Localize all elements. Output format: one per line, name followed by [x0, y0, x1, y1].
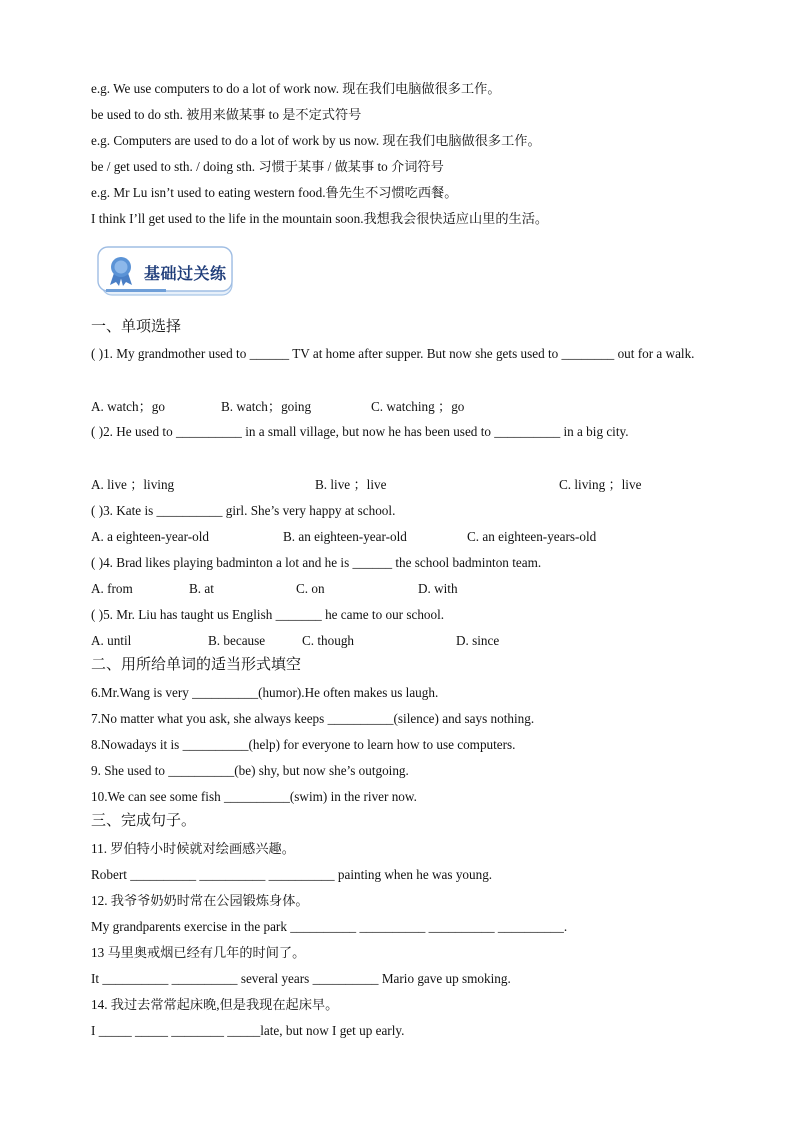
option-c: C. on	[296, 581, 325, 596]
option-b: B. an eighteen-year-old	[283, 529, 407, 544]
fill-item: 6.Mr.Wang is very __________(humor).He often makes us laugh.	[91, 685, 439, 700]
option-a: A. a eighteen-year-old	[91, 529, 209, 544]
option-b: B. at	[189, 581, 214, 596]
sentence-prompt: 12. 我爷爷奶奶时常在公园锻炼身体。	[91, 893, 309, 908]
section-heading: 一、单项选择	[91, 319, 182, 335]
question-stem: ( )1. My grandmother used to ______ TV at home after supper. But now she gets used to ________ out for a walk.	[91, 346, 695, 361]
section-heading: 三、完成句子。	[91, 813, 197, 829]
question-stem: ( )5. Mr. Liu has taught us English _______ he came to our school.	[91, 607, 445, 622]
sentence-answer: Robert __________ __________ __________ painting when he was young.	[91, 867, 493, 882]
fill-item: 7.No matter what you ask, she always keeps __________(silence) and says nothing.	[91, 711, 535, 726]
sentence-prompt: 14. 我过去常常起床晚,但是我现在起床早。	[91, 997, 339, 1012]
option-b: B. because	[208, 633, 266, 648]
option-d: D. with	[418, 581, 458, 596]
note-line: e.g. Mr Lu isn’t used to eating western food.鲁先生不习惯吃西餐。	[91, 185, 458, 200]
question-stem: ( )4. Brad likes playing badminton a lot and he is ______ the school badminton team.	[91, 555, 542, 570]
note-line: e.g. Computers are used to do a lot of work by us now. 现在我们电脑做很多工作。	[91, 133, 541, 148]
section-heading: 二、用所给单词的适当形式填空	[91, 657, 302, 673]
fill-item: 10.We can see some fish __________(swim) in the river now.	[91, 789, 417, 804]
option-a: A. until	[91, 633, 132, 648]
question-stem: ( )2. He used to __________ in a small village, but now he has been used to __________ in a big city.	[91, 424, 629, 439]
sentence-answer: It __________ __________ several years __________ Mario gave up smoking.	[91, 971, 511, 986]
sentence-answer: I _____ _____ ________ _____late, but now I get up early.	[91, 1023, 405, 1038]
option-a: A. watch；go	[91, 399, 165, 414]
fill-item: 9. She used to __________(be) shy, but now she’s outgoing.	[91, 763, 409, 778]
section-badge	[96, 245, 236, 299]
option-b: B. watch；going	[221, 399, 312, 414]
badge-title: 基础过关练	[144, 264, 227, 283]
option-c: C. watching ；go	[371, 399, 465, 414]
note-line: e.g. We use computers to do a lot of work now. 现在我们电脑做很多工作。	[91, 81, 501, 96]
option-a: A. from	[91, 581, 133, 596]
option-d: D. since	[456, 633, 500, 648]
question-stem: ( )3. Kate is __________ girl. She’s very happy at school.	[91, 503, 396, 518]
note-line: I think I’ll get used to the life in the mountain soon.我想我会很快适应山里的生活。	[91, 211, 549, 226]
option-c: C. an eighteen-years-old	[467, 529, 597, 544]
sentence-prompt: 13 马里奥戒烟已经有几年的时间了。	[91, 945, 306, 960]
option-c: C. though	[302, 633, 355, 648]
note-line: be / get used to sth. / doing sth. 习惯于某事 / 做某事 to 介词符号	[91, 159, 444, 174]
note-line: be used to do sth. 被用来做某事 to 是不定式符号	[91, 107, 362, 122]
sentence-prompt: 11. 罗伯特小时候就对绘画感兴趣。	[91, 841, 295, 856]
sentence-answer: My grandparents exercise in the park __________ __________ __________ __________.	[91, 919, 568, 934]
option-b: B. live ；live	[315, 477, 387, 492]
option-c: C. living ；live	[559, 477, 642, 492]
fill-item: 8.Nowadays it is __________(help) for everyone to learn how to use computers.	[91, 737, 516, 752]
option-a: A. live ；living	[91, 477, 175, 492]
